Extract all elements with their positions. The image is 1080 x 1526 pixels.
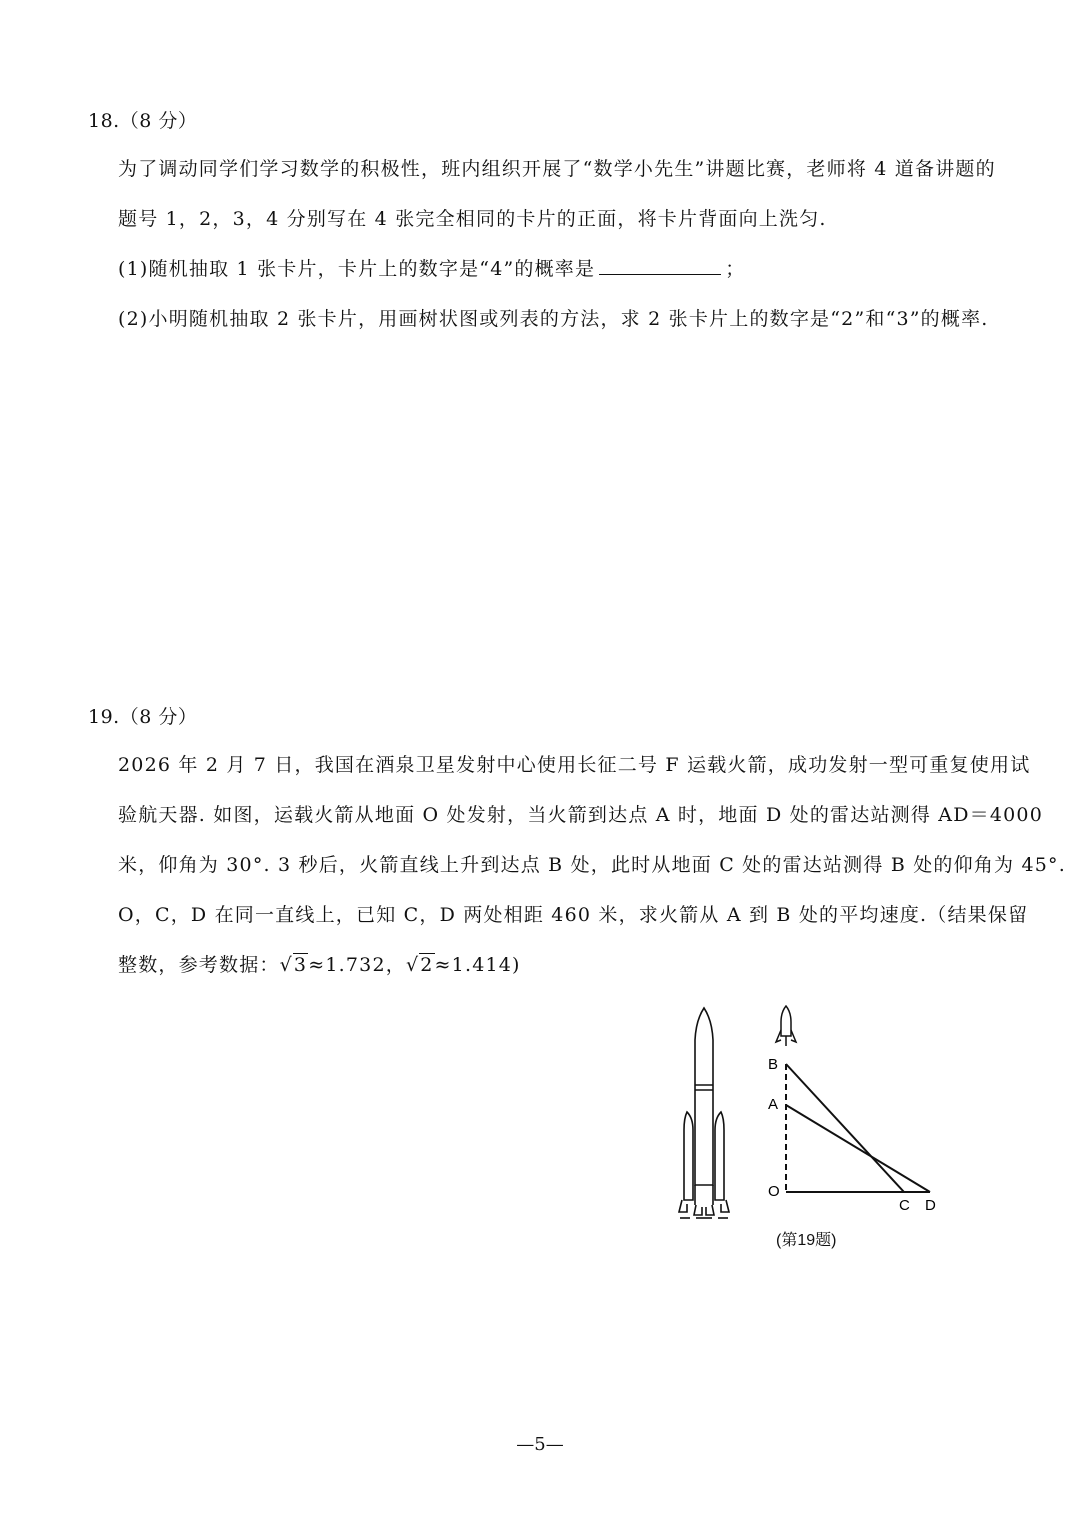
q19-line2: 验航天器. 如图，运载火箭从地面 O 处发射，当火箭到达点 A 时，地面 D 处的雷达站测得 AD＝4000 xyxy=(118,804,1043,826)
label-O: O xyxy=(768,1183,780,1200)
q18-part1-text: (1)随机抽取 1 张卡片，卡片上的数字是“4”的概率是 xyxy=(118,258,596,280)
q19-line5 xyxy=(118,950,521,977)
q19-figure xyxy=(660,1000,960,1260)
small-rocket-icon xyxy=(776,1006,796,1046)
q19-ref-prefix: 整数，参考数据： xyxy=(118,954,280,976)
sqrt2-radicand: 2 xyxy=(420,954,434,976)
approx-value-1: ≈1.732， xyxy=(308,954,406,976)
label-C: C xyxy=(899,1197,910,1214)
answer-blank xyxy=(599,256,721,275)
rocket-illustration xyxy=(679,1008,729,1218)
q18-part2: (2)小明随机抽取 2 张卡片，用画树状图或列表的方法，求 2 张卡片上的数字是“2”和“3”的概率. xyxy=(118,308,989,330)
sqrt3-radicand: 3 xyxy=(293,954,308,976)
q19-line4: O，C，D 在同一直线上，已知 C，D 两处相距 460 米，求火箭从 A 到 B 处的平均速度.（结果保留 xyxy=(118,904,1029,926)
line-BC xyxy=(786,1064,904,1192)
label-B: B xyxy=(768,1056,779,1073)
q18-line2: 题号 1，2，3，4 分别写在 4 张完全相同的卡片的正面，将卡片背面向上洗匀. xyxy=(118,208,827,230)
q19-line1: 2026 年 2 月 7 日，我国在酒泉卫星发射中心使用长征二号 F 运载火箭，成功发射一型可重复使用试 xyxy=(118,754,1031,776)
page-number: —5— xyxy=(516,1434,564,1455)
q19-header: 19.（8 分） xyxy=(88,706,198,728)
geometry-diagram xyxy=(786,1064,930,1192)
q18-part1 xyxy=(118,254,745,281)
figure-caption: (第19题) xyxy=(776,1232,837,1249)
label-A: A xyxy=(768,1096,779,1113)
q18-part1-end: ； xyxy=(725,258,746,280)
label-D: D xyxy=(925,1197,936,1214)
q18-header: 18.（8 分） xyxy=(88,110,198,132)
q19-line3: 米，仰角为 30°. 3 秒后，火箭直线上升到达点 B 处，此时从地面 C 处的雷达站测得 B 处的仰角为 45°. xyxy=(118,854,1066,876)
approx-value-2: ≈1.414) xyxy=(434,954,521,976)
q18-line1: 为了调动同学们学习数学的积极性，班内组织开展了“数学小先生”讲题比赛，老师将 4 道备讲题的 xyxy=(118,158,996,180)
sqrt-symbol: √ xyxy=(279,954,293,976)
sqrt-symbol: √ xyxy=(405,954,420,976)
line-AD xyxy=(786,1105,930,1192)
